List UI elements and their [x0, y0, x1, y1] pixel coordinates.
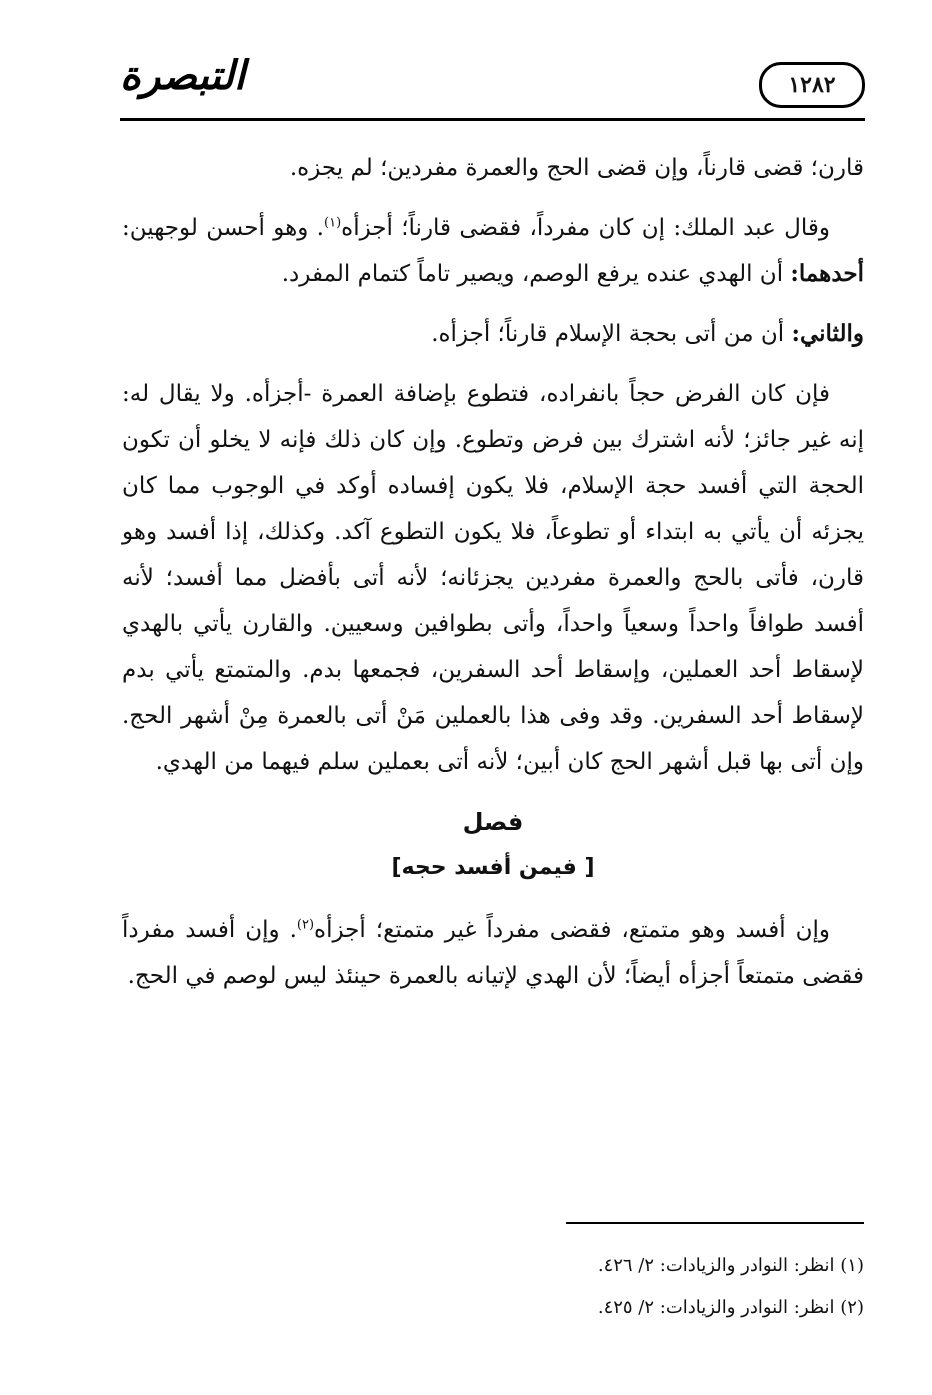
paragraph-3-text: أن من أتى بحجة الإسلام قارناً؛ أجزأه. — [431, 321, 792, 347]
footnote-rule — [566, 1222, 864, 1224]
paragraph-2 — [122, 205, 864, 297]
paragraph-3-bold: والثاني: — [791, 320, 864, 347]
paragraph-2-text-a: وقال عبد الملك: إن كان مفرداً، فقضى قارناً؛ أجزأه — [341, 215, 830, 241]
footnote-ref-2: (٢) — [296, 917, 315, 933]
paragraph-5 — [122, 907, 864, 999]
footnotes — [122, 1245, 864, 1329]
paragraph-2-bold: أحدهما: — [790, 260, 864, 287]
header-rule — [120, 118, 865, 121]
paragraph-3 — [122, 311, 864, 357]
footnote-1: (١) انظر: النوادر والزيادات: ٢/ ٤٢٦. — [597, 1255, 864, 1276]
paragraph-2-text-b: . وهو أحسن لوجهين: — [122, 215, 324, 241]
paragraph-4: فإن كان الفرض حجاً بانفراده، فتطوع بإضافة العمرة -أجزأه. ولا يقال له: إنه غير جائز؛ لأنه اشترك بين فرض وتطوع. وإن كان ذلك فإنه لا يخلو أن تكون الحجة التي أفسد حجة الإسلام، فلا يكون إفساده أوكد في الوجوب مما كان يجزئه أن يأتي به ابتداء أو تطوعاً، فلا يكون التطوع آكد. وكذلك، إذا أفسد وهو قارن، فأتى بالحج والعمرة مفردين يجزئانه؛ لأنه أتى بأفضل مما أفسد؛ لأنه أفسد طوافاً واحداً وسعياً واحداً، وأتى بطوافين وسعيين. والقارن يأتي بالهدي لإسقاط أحد العملين، وإسقاط أحد السفرين، فجمعها بدم. والمتمتع يأتي بدم لإسقاط أحد السفرين. وقد وفى هذا بالعملين مَنْ أتى بالعمرة مِنْ أشهر الحج. وإن أتى بها قبل أشهر الحج كان أبين؛ لأنه أتى بعملين سلم فيهما من الهدي. — [122, 381, 864, 775]
body-text — [122, 145, 864, 1013]
paragraph-5-text-b: . وإن أفسد مفرداً فقضى متمتعاً أجزأه أيضاً؛ لأن الهدي لإتيانه بالعمرة حينئذ ليس لوصم في الحج. — [122, 917, 864, 989]
paragraph-1: قارن؛ قضى قارناً، وإن قضى الحج والعمرة مفردين؛ لم يجزه. — [289, 155, 864, 181]
page-header — [120, 48, 865, 126]
page-number: ١٢٨٢ — [759, 62, 865, 108]
paragraph-5-text-a: وإن أفسد وهو متمتع، فقضى مفرداً غير متمتع؛ أجزأه — [314, 917, 831, 943]
paragraph-2-text-c: أن الهدي عنده يرفع الوصم، ويصير تاماً كتمام المفرد. — [281, 261, 791, 287]
footnote-ref-1: (١) — [324, 215, 342, 231]
book-title: التبصرة — [120, 52, 246, 99]
section-title: فصل — [462, 808, 524, 836]
footnote-2: (٢) انظر: النوادر والزيادات: ٢/ ٤٢٥. — [597, 1297, 864, 1318]
section-subtitle: [ فيمن أفسد حجه] — [391, 855, 595, 880]
